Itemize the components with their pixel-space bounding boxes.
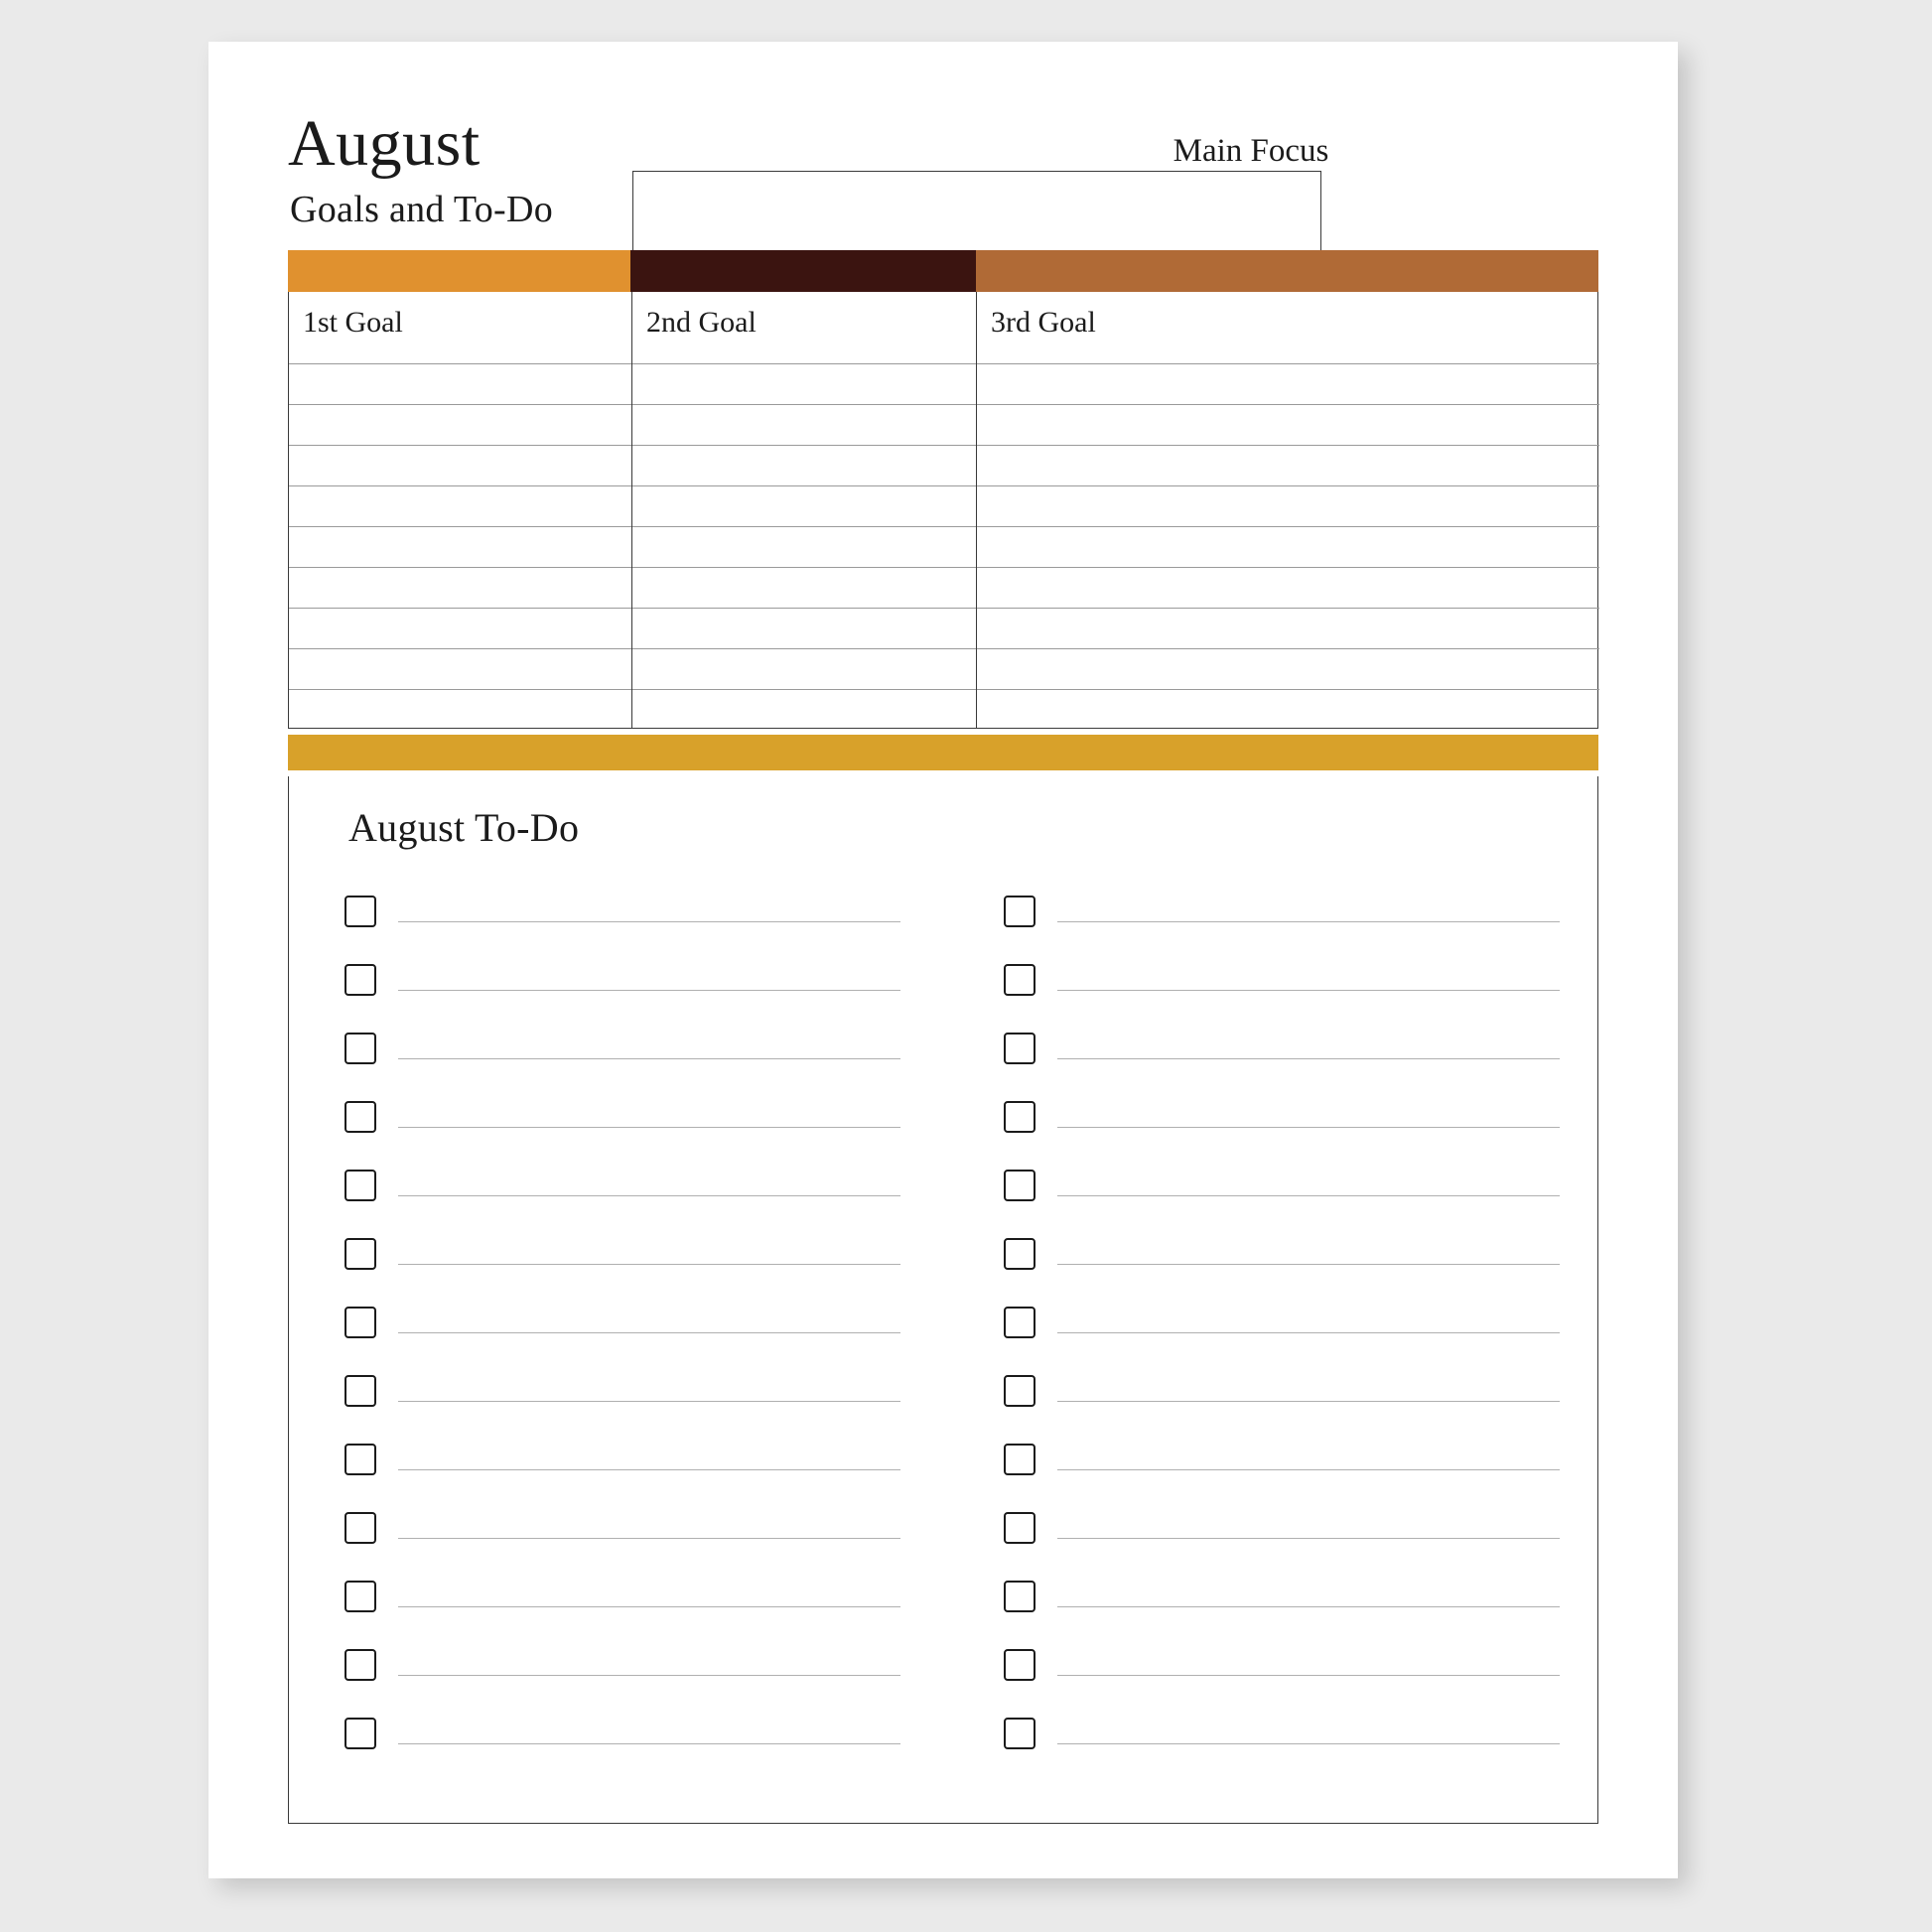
goal-line[interactable] (289, 404, 631, 445)
todo-item[interactable] (345, 1151, 900, 1219)
todo-item[interactable] (345, 1699, 900, 1767)
checkbox-icon[interactable] (1004, 1444, 1035, 1475)
todo-line[interactable] (398, 1173, 900, 1196)
section-divider-bar (288, 735, 1598, 770)
goal-column-3 (977, 292, 1599, 728)
main-focus-field[interactable] (632, 171, 1321, 257)
todo-line[interactable] (1057, 1311, 1560, 1333)
goal-line[interactable] (977, 567, 1599, 608)
checkbox-icon[interactable] (1004, 1033, 1035, 1064)
todo-item[interactable] (1004, 1356, 1560, 1425)
goal-column-2-label: 2nd Goal (646, 306, 757, 339)
checkbox-icon[interactable] (345, 1033, 376, 1064)
goal-line[interactable] (977, 445, 1599, 485)
goal-line[interactable] (977, 404, 1599, 445)
todo-line[interactable] (1057, 968, 1560, 991)
goal-column-1 (289, 292, 631, 728)
goal-bar-3 (976, 250, 1598, 292)
checkbox-icon[interactable] (1004, 964, 1035, 996)
goal-line[interactable] (289, 526, 631, 567)
goal-line[interactable] (632, 445, 976, 485)
goal-line[interactable] (632, 485, 976, 526)
checkbox-icon[interactable] (1004, 1649, 1035, 1681)
checkbox-icon[interactable] (345, 1238, 376, 1270)
todo-item[interactable] (1004, 1493, 1560, 1562)
checkbox-icon[interactable] (1004, 1238, 1035, 1270)
goal-column-1-lines (289, 363, 631, 730)
todo-item[interactable] (345, 877, 900, 945)
todo-item[interactable] (1004, 1151, 1560, 1219)
goal-line[interactable] (632, 689, 976, 730)
todo-line[interactable] (398, 1242, 900, 1265)
todo-title: August To-Do (348, 805, 580, 850)
todo-line[interactable] (398, 1448, 900, 1470)
goal-line[interactable] (977, 648, 1599, 689)
goal-line[interactable] (632, 526, 976, 567)
todo-item[interactable] (345, 1219, 900, 1288)
goal-line[interactable] (632, 567, 976, 608)
todo-item[interactable] (1004, 877, 1560, 945)
goal-line[interactable] (632, 608, 976, 648)
todo-line[interactable] (1057, 899, 1560, 922)
goal-line[interactable] (289, 485, 631, 526)
todo-item[interactable] (1004, 1562, 1560, 1630)
goals-section (288, 250, 1598, 770)
checkbox-icon[interactable] (1004, 1512, 1035, 1544)
todo-item[interactable] (345, 1493, 900, 1562)
checkbox-icon[interactable] (345, 964, 376, 996)
todo-line[interactable] (398, 1516, 900, 1539)
todo-line[interactable] (1057, 1722, 1560, 1744)
goal-column-2-lines (632, 363, 976, 730)
goals-color-bar (288, 250, 1598, 292)
todo-item[interactable] (345, 945, 900, 1014)
todo-line[interactable] (398, 899, 900, 922)
checkbox-icon[interactable] (345, 1444, 376, 1475)
goal-line[interactable] (977, 526, 1599, 567)
todo-item[interactable] (1004, 1288, 1560, 1356)
goal-bar-2 (630, 250, 976, 292)
checkbox-icon[interactable] (345, 1375, 376, 1407)
todo-line[interactable] (398, 1653, 900, 1676)
checkbox-icon[interactable] (1004, 1581, 1035, 1612)
checkbox-icon[interactable] (345, 1307, 376, 1338)
goal-line[interactable] (289, 363, 631, 404)
todo-item[interactable] (345, 1356, 900, 1425)
todo-item[interactable] (345, 1082, 900, 1151)
todo-line[interactable] (398, 968, 900, 991)
goal-column-3-lines (977, 363, 1599, 730)
checkbox-icon[interactable] (345, 1170, 376, 1201)
todo-item[interactable] (345, 1425, 900, 1493)
todo-line[interactable] (398, 1036, 900, 1059)
goal-line[interactable] (977, 608, 1599, 648)
todo-line[interactable] (1057, 1379, 1560, 1402)
goals-table (288, 292, 1598, 729)
todo-item[interactable] (345, 1562, 900, 1630)
goal-column-2 (631, 292, 977, 728)
todo-line[interactable] (1057, 1105, 1560, 1128)
todo-item[interactable] (345, 1288, 900, 1356)
todo-line[interactable] (1057, 1242, 1560, 1265)
goal-line[interactable] (289, 648, 631, 689)
checkbox-icon[interactable] (345, 1649, 376, 1681)
page-content (288, 91, 1598, 1824)
planner-page (208, 42, 1678, 1878)
todo-line[interactable] (1057, 1653, 1560, 1676)
goal-line[interactable] (289, 567, 631, 608)
todo-item[interactable] (1004, 1630, 1560, 1699)
goal-line[interactable] (977, 363, 1599, 404)
checkbox-icon[interactable] (345, 896, 376, 927)
todo-line[interactable] (1057, 1516, 1560, 1539)
todo-item[interactable] (1004, 1014, 1560, 1082)
page-subtitle: Goals and To-Do (290, 189, 553, 230)
checkbox-icon[interactable] (345, 1581, 376, 1612)
goal-line[interactable] (289, 608, 631, 648)
goal-line[interactable] (289, 445, 631, 485)
todo-item[interactable] (1004, 1425, 1560, 1493)
todo-columns (289, 851, 1597, 1767)
todo-line[interactable] (398, 1105, 900, 1128)
goal-line[interactable] (977, 485, 1599, 526)
todo-line[interactable] (398, 1585, 900, 1607)
checkbox-icon[interactable] (1004, 1307, 1035, 1338)
todo-item[interactable] (345, 1630, 900, 1699)
todo-item[interactable] (1004, 1082, 1560, 1151)
todo-line[interactable] (1057, 1448, 1560, 1470)
todo-line[interactable] (398, 1722, 900, 1744)
checkbox-icon[interactable] (345, 1718, 376, 1749)
checkbox-icon[interactable] (1004, 1101, 1035, 1133)
todo-line[interactable] (398, 1379, 900, 1402)
goal-line[interactable] (632, 404, 976, 445)
goal-column-1-label: 1st Goal (303, 306, 403, 339)
todo-line[interactable] (398, 1311, 900, 1333)
page-header (288, 91, 1598, 250)
todo-line[interactable] (1057, 1036, 1560, 1059)
checkbox-icon[interactable] (1004, 896, 1035, 927)
checkbox-icon[interactable] (1004, 1718, 1035, 1749)
todo-column-right (1004, 877, 1560, 1767)
goal-line[interactable] (632, 648, 976, 689)
todo-section (288, 776, 1598, 1824)
todo-column-left (345, 877, 900, 1767)
main-focus-label: Main Focus (1173, 133, 1329, 169)
goal-line[interactable] (977, 689, 1599, 730)
goal-line[interactable] (289, 689, 631, 730)
page-title: August (288, 107, 481, 180)
goal-line[interactable] (632, 363, 976, 404)
checkbox-icon[interactable] (1004, 1170, 1035, 1201)
checkbox-icon[interactable] (345, 1512, 376, 1544)
todo-line[interactable] (1057, 1173, 1560, 1196)
checkbox-icon[interactable] (345, 1101, 376, 1133)
checkbox-icon[interactable] (1004, 1375, 1035, 1407)
goal-bar-1 (288, 250, 630, 292)
todo-item[interactable] (1004, 1219, 1560, 1288)
goal-column-3-label: 3rd Goal (991, 306, 1096, 339)
todo-item[interactable] (345, 1014, 900, 1082)
todo-line[interactable] (1057, 1585, 1560, 1607)
todo-item[interactable] (1004, 945, 1560, 1014)
todo-item[interactable] (1004, 1699, 1560, 1767)
